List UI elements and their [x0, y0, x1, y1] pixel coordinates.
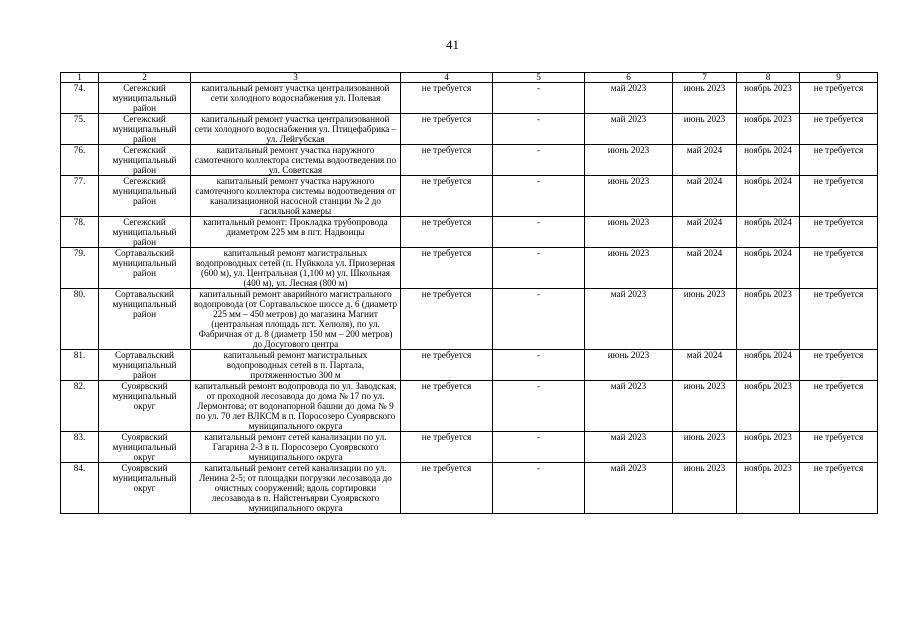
row-number: 79. [61, 248, 99, 289]
district-cell: Сегежский муниципальный район [99, 176, 191, 217]
district-cell: Сортавальский муниципальный район [99, 289, 191, 350]
column-7-cell: июнь 2023 [673, 463, 737, 514]
work-description-cell: капитальный ремонт участка централизованной сети холодного водоснабжения ул. Полевая [191, 83, 401, 114]
row-number: 82. [61, 381, 99, 432]
column-7-cell: июнь 2023 [673, 289, 737, 350]
column-number: 2 [99, 73, 191, 83]
column-8-cell: ноябрь 2024 [737, 145, 800, 176]
column-5-cell: - [493, 381, 585, 432]
column-4-cell: не требуется [401, 248, 493, 289]
table-row [61, 114, 878, 145]
column-7-cell: май 2024 [673, 248, 737, 289]
column-7-cell: июнь 2023 [673, 114, 737, 145]
work-description-cell: капитальный ремонт водопровода по ул. Заводская, от проходной лесозавода до дома № 17 по ул. Лермонтова; от водонапорной башни до дома № 9 по ул. 70 лет ВЛКСМ в п. Поросозеро Суоярвского муниципального округа [191, 381, 401, 432]
table-row [61, 248, 878, 289]
column-9-cell: не требуется [800, 176, 878, 217]
row-number: 78. [61, 217, 99, 248]
table-row [61, 289, 878, 350]
district-cell: Сегежский муниципальный район [99, 83, 191, 114]
column-5-cell: - [493, 432, 585, 463]
column-6-cell: май 2023 [585, 289, 673, 350]
table-row [61, 176, 878, 217]
column-9-cell: не требуется [800, 350, 878, 381]
column-5-cell: - [493, 217, 585, 248]
schedule-table [60, 72, 878, 514]
work-description-cell: капитальный ремонт сетей канализации по ул. Ленина 2-5; от площадки погрузки лесозавода до очистных сооружений; вдоль сортировки лесозавода в п. Найстенъярви Суоярвского муниципального округа [191, 463, 401, 514]
column-4-cell: не требуется [401, 217, 493, 248]
column-6-cell: июнь 2023 [585, 350, 673, 381]
column-7-cell: июнь 2023 [673, 83, 737, 114]
column-number: 9 [800, 73, 878, 83]
column-9-cell: не требуется [800, 432, 878, 463]
column-8-cell: ноябрь 2024 [737, 176, 800, 217]
column-5-cell: - [493, 248, 585, 289]
column-6-cell: май 2023 [585, 83, 673, 114]
column-8-cell: ноябрь 2024 [737, 217, 800, 248]
column-7-cell: июнь 2023 [673, 381, 737, 432]
column-6-cell: май 2023 [585, 463, 673, 514]
column-6-cell: май 2023 [585, 114, 673, 145]
column-5-cell: - [493, 145, 585, 176]
table-row [61, 381, 878, 432]
column-8-cell: ноябрь 2023 [737, 463, 800, 514]
column-4-cell: не требуется [401, 83, 493, 114]
row-number: 76. [61, 145, 99, 176]
column-7-cell: июнь 2023 [673, 432, 737, 463]
column-6-cell: май 2023 [585, 432, 673, 463]
column-4-cell: не требуется [401, 145, 493, 176]
district-cell: Суоярвский муниципальный округ [99, 381, 191, 432]
table-row [61, 432, 878, 463]
column-6-cell: июнь 2023 [585, 145, 673, 176]
district-cell: Сегежский муниципальный район [99, 145, 191, 176]
column-4-cell: не требуется [401, 176, 493, 217]
work-description-cell: капитальный ремонт участка наружного самотечного коллектора системы водоотведения от канализационной насосной станции № 2 до гасильной камеры [191, 176, 401, 217]
table-row [61, 83, 878, 114]
district-cell: Сортавальский муниципальный район [99, 248, 191, 289]
column-5-cell: - [493, 114, 585, 145]
district-cell: Сортавальский муниципальный район [99, 350, 191, 381]
work-description-cell: капитальный ремонт сетей канализации по ул. Гагарина 2-3 в п. Поросозеро Суоярвского муниципального округа [191, 432, 401, 463]
column-8-cell: ноябрь 2023 [737, 83, 800, 114]
column-number: 8 [737, 73, 800, 83]
column-number: 7 [673, 73, 737, 83]
row-number: 77. [61, 176, 99, 217]
work-description-cell: капитальный ремонт магистральных водопроводных сетей (п. Пуйккола ул. Приозерная (600 м), ул. Центральная (1,100 м) ул. Школьная (400 м), ул. Лесная (800 м) [191, 248, 401, 289]
column-9-cell: не требуется [800, 248, 878, 289]
column-5-cell: - [493, 83, 585, 114]
district-cell: Сегежский муниципальный район [99, 114, 191, 145]
column-number: 1 [61, 73, 99, 83]
column-9-cell: не требуется [800, 83, 878, 114]
table-row [61, 463, 878, 514]
table-row [61, 145, 878, 176]
row-number: 83. [61, 432, 99, 463]
column-4-cell: не требуется [401, 381, 493, 432]
work-description-cell: капитальный ремонт магистральных водопроводных сетей в п. Партала, протяженностью 300 м [191, 350, 401, 381]
row-number: 81. [61, 350, 99, 381]
column-8-cell: ноябрь 2023 [737, 381, 800, 432]
work-description-cell: капитальный ремонт участка централизованной сети холодного водоснабжения ул. Птицефабрика – ул. Лейгубская [191, 114, 401, 145]
row-number: 80. [61, 289, 99, 350]
row-number: 74. [61, 83, 99, 114]
column-4-cell: не требуется [401, 289, 493, 350]
column-6-cell: июнь 2023 [585, 176, 673, 217]
column-8-cell: ноябрь 2023 [737, 289, 800, 350]
district-cell: Суоярвский муниципальный округ [99, 432, 191, 463]
column-7-cell: май 2024 [673, 176, 737, 217]
column-4-cell: не требуется [401, 432, 493, 463]
column-8-cell: ноябрь 2024 [737, 350, 800, 381]
column-8-cell: ноябрь 2023 [737, 432, 800, 463]
column-8-cell: ноябрь 2023 [737, 114, 800, 145]
column-9-cell: не требуется [800, 289, 878, 350]
column-6-cell: июнь 2023 [585, 248, 673, 289]
column-9-cell: не требуется [800, 114, 878, 145]
district-cell: Сегежский муниципальный район [99, 217, 191, 248]
row-number: 75. [61, 114, 99, 145]
column-5-cell: - [493, 350, 585, 381]
row-number: 84. [61, 463, 99, 514]
page-number: 41 [446, 37, 459, 52]
work-description-cell: капитальный ремонт аварийного магистрального водопровода (от Сортавальское шоссе д. 6 (диаметр 225 мм – 450 метров) до магазина Магнит (центральная площадь пгт. Хелюля), по ул. Фабричная от д. 8 (диаметр 150 мм – 200 метров) до Досугового центра [191, 289, 401, 350]
column-4-cell: не требуется [401, 463, 493, 514]
column-5-cell: - [493, 176, 585, 217]
column-7-cell: май 2024 [673, 145, 737, 176]
table-row [61, 350, 878, 381]
table-body [61, 73, 878, 514]
work-description-cell: капитальный ремонт участка наружного самотечного коллектора системы водоотведения по ул. Советская [191, 145, 401, 176]
column-5-cell: - [493, 289, 585, 350]
column-9-cell: не требуется [800, 381, 878, 432]
column-number: 4 [401, 73, 493, 83]
column-6-cell: май 2023 [585, 381, 673, 432]
table-row [61, 217, 878, 248]
column-7-cell: май 2024 [673, 217, 737, 248]
column-number-row [61, 73, 878, 83]
column-number: 5 [493, 73, 585, 83]
column-7-cell: май 2024 [673, 350, 737, 381]
column-number: 6 [585, 73, 673, 83]
column-5-cell: - [493, 463, 585, 514]
column-number: 3 [191, 73, 401, 83]
column-4-cell: не требуется [401, 350, 493, 381]
column-9-cell: не требуется [800, 217, 878, 248]
column-4-cell: не требуется [401, 114, 493, 145]
column-8-cell: ноябрь 2024 [737, 248, 800, 289]
work-description-cell: капитальный ремонт: Прокладка трубопровода диаметром 225 мм в пгт. Надвоицы [191, 217, 401, 248]
district-cell: Суоярвский муниципальный округ [99, 463, 191, 514]
column-6-cell: июнь 2023 [585, 217, 673, 248]
column-9-cell: не требуется [800, 145, 878, 176]
column-9-cell: не требуется [800, 463, 878, 514]
